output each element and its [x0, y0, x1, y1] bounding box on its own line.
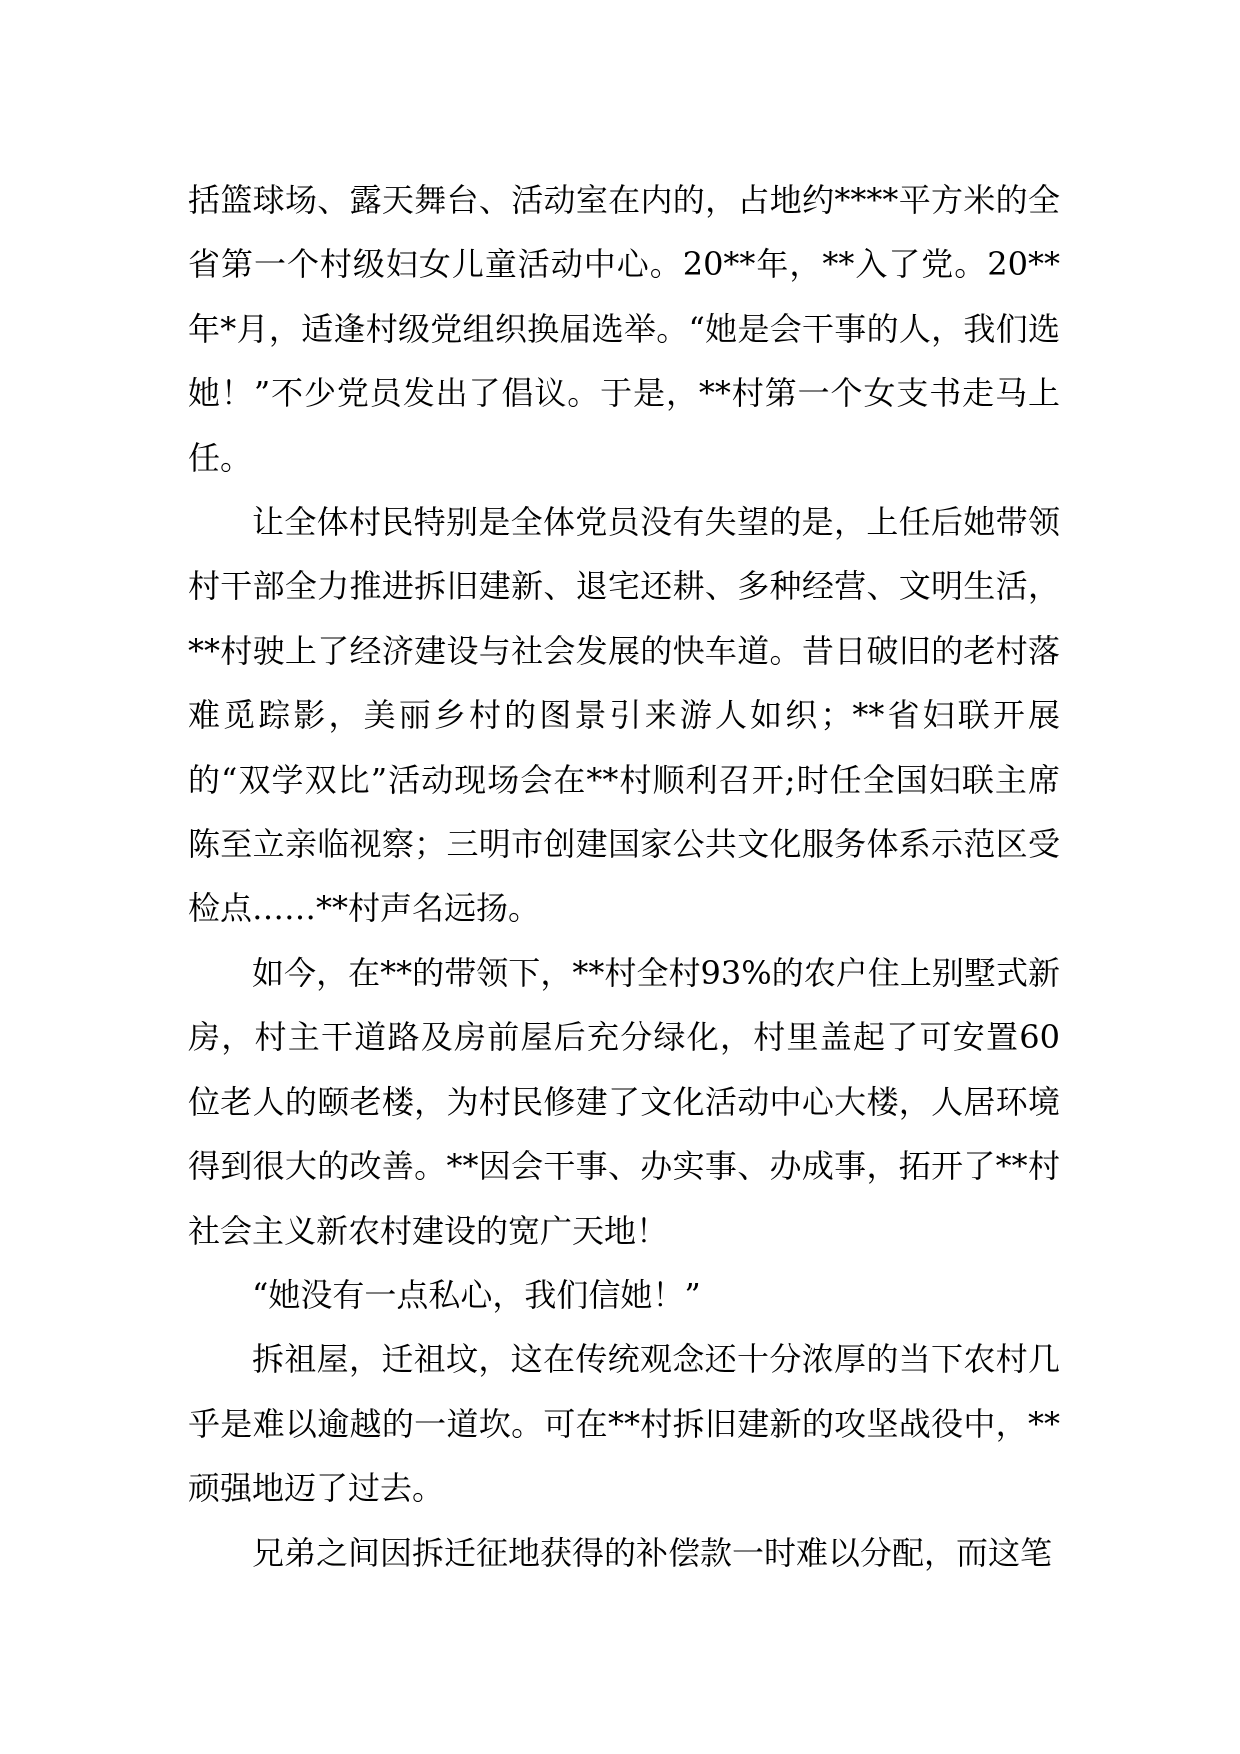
body-text	[188, 168, 1060, 1585]
paragraph-brothers-compensation: 兄弟之间因拆迁征地获得的补偿款一时难以分配，而这笔	[252, 1533, 1053, 1572]
paragraph-ancestral-houses: 拆祖屋，迁祖坟，这在传统观念还十分浓厚的当下农村几乎是难以逾越的一道坎。可在**村拆旧建新的攻坚战役中，**顽强地迈了过去。	[188, 1340, 1060, 1508]
paragraph-today-village: 如今，在**的带领下，**村全村93%的农户住上别墅式新房，村主干道路及房前屋后充分绿化，村里盖起了可安置60位老人的颐老楼，为村民修建了文化活动中心大楼，人居环境得到很大的改善。**因会干事、办实事、办成事，拓开了**村社会主义新农村建设的宽广天地！	[188, 953, 1060, 1250]
paragraph-quote-heading: “她没有一点私心，我们信她！”	[252, 1275, 701, 1314]
paragraph-villagers-not-disappointed: 让全体村民特别是全体党员没有失望的是，上任后她带领村干部全力推进拆旧建新、退宅还耕、多种经营、文明生活，**村驶上了经济建设与社会发展的快车道。昔日破旧的老村落难觅踪影，美丽乡村的图景引来游人如织；**省妇联开展的“双学双比”活动现场会在**村顺利召开;时任全国妇联主席陈至立亲临视察；三明市创建国家公共文化服务体系示范区受检点……**村声名远扬。	[188, 503, 1060, 928]
paragraph-continuation: 括篮球场、露天舞台、活动室在内的，占地约****平方米的全省第一个村级妇女儿童活动中心。20**年，**入了党。20**年*月，适逢村级党组织换届选举。“她是会干事的人，我们选她！”不少党员发出了倡议。于是，**村第一个女支书走马上任。	[188, 181, 1060, 477]
